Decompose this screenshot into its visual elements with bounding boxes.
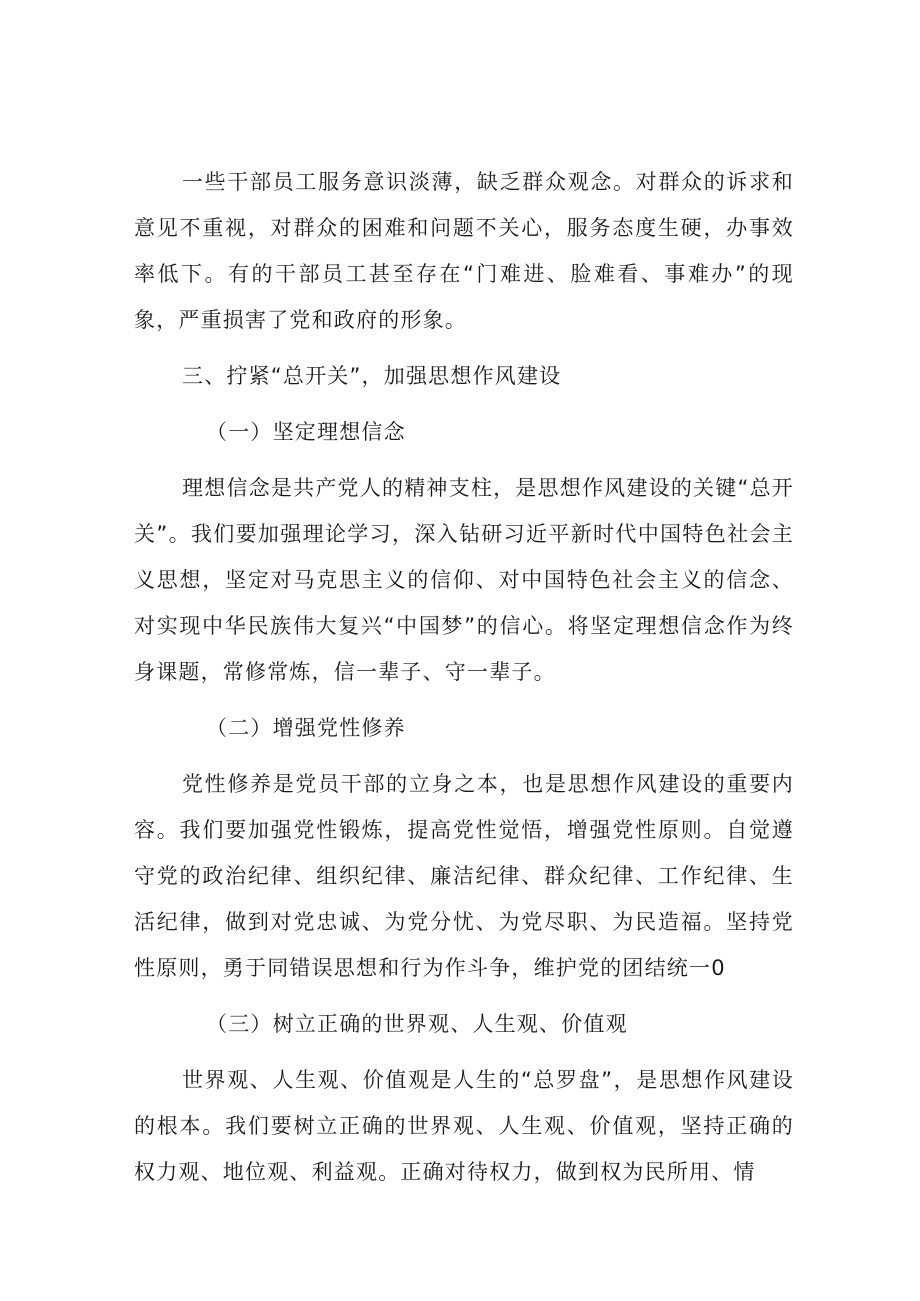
subsection-1-body: 理想信念是共产党人的精神支柱，是思想作风建设的关键“总开关”。我们要加强理论学习，深入钻研习近平新时代中国特色社会主义思想，坚定对马克思主义的信仰、对中国特色社会主义的信念、对实现中华民族伟大复兴“中国梦”的信心。将坚定理想信念作为终身课题，常修常炼，信一辈子、守一辈子。 bbox=[134, 476, 794, 684]
subsection-2-heading: （二）增强党性修养 bbox=[206, 716, 406, 740]
spacer bbox=[134, 753, 794, 761]
spacer bbox=[134, 1049, 794, 1057]
spacer bbox=[134, 993, 794, 1001]
section-3-heading: 三、拧紧“总开关”，加强思想作风建设 bbox=[182, 364, 562, 388]
subsection-3-heading: （三）树立正确的世界观、人生观、价值观 bbox=[206, 1012, 628, 1036]
spacer bbox=[134, 457, 794, 465]
spacer bbox=[134, 345, 794, 353]
subsection-2-body: 党性修养是党员干部的立身之本，也是思想作风建设的重要内容。我们要加强党性锻炼，提高党性觉悟，增强党性原则。自觉遵守党的政治纪律、组织纪律、廉洁纪律、群众纪律、工作纪律、生活纪律，做到对党忠诚、为党分忧、为党尽职、为民造福。坚持党性原则，勇于同错误思想和行为作斗争，维护党的团结统一0 bbox=[134, 772, 794, 980]
document-body bbox=[134, 159, 794, 1197]
subsection-1-heading: （一）坚定理想信念 bbox=[206, 420, 406, 444]
spacer bbox=[134, 697, 794, 705]
paragraph-service-awareness: 一些干部员工服务意识淡薄，缺乏群众观念。对群众的诉求和意见不重视，对群众的困难和问题不关心，服务态度生硬，办事效率低下。有的干部员工甚至存在“门难进、脸难看、事难办”的现象，严重损害了党和政府的形象。 bbox=[134, 170, 794, 332]
spacer bbox=[134, 401, 794, 409]
subsection-3-body: 世界观、人生观、价值观是人生的“总罗盘”，是思想作风建设的根本。我们要树立正确的世界观、人生观、价值观，坚持正确的权力观、地位观、利益观。正确对待权力，做到权为民所用、情 bbox=[134, 1068, 794, 1184]
